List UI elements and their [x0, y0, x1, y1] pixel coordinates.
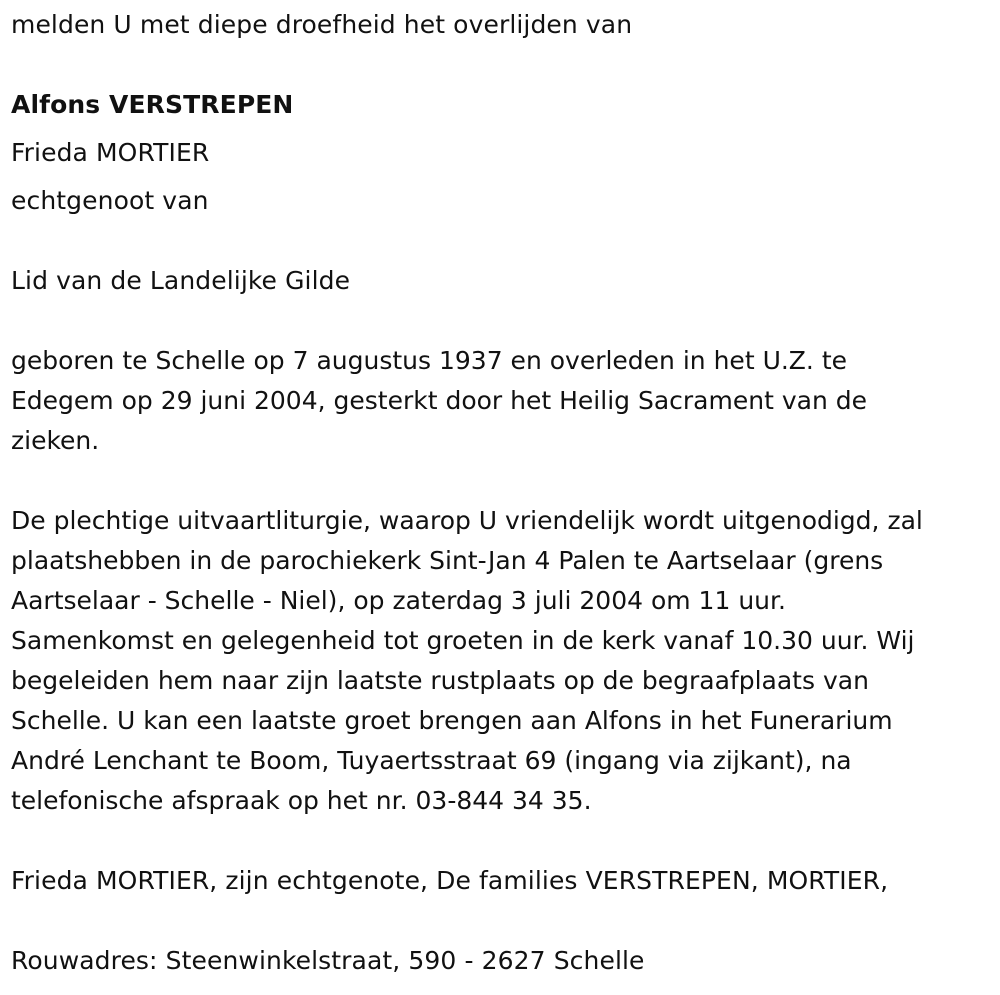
funeral-info-line: telefonische afspraak op het nr. 03-844 34 35.: [11, 786, 592, 815]
funeral-info-line: plaatshebben in de parochiekerk Sint-Jan 4 Palen te Aartselaar (grens: [11, 546, 884, 575]
funeral-info-line: begeleiden hem naar zijn laatste rustplaats op de begraafplaats van: [11, 666, 869, 695]
funeral-info-paragraph: [11, 501, 996, 821]
funeral-info-line: Samenkomst en gelegenheid tot groeten in de kerk vanaf 10.30 uur. Wij: [11, 626, 915, 655]
family-text: Frieda MORTIER, zijn echtgenote, De families VERSTREPEN, MORTIER,: [11, 866, 889, 895]
funeral-info-line: André Lenchant te Boom, Tuyaertsstraat 69 (ingang via zijkant), na: [11, 746, 852, 775]
birth-death-line: zieken.: [11, 426, 100, 455]
funeral-info-line: Schelle. U kan een laatste groet brengen aan Alfons in het Funerarium: [11, 706, 893, 735]
funeral-info-line: De plechtige uitvaartliturgie, waarop U vriendelijk wordt uitgenodigd, zal: [11, 506, 923, 535]
membership-text: Lid van de Landelijke Gilde: [11, 266, 351, 295]
deceased-name: Alfons VERSTREPEN: [11, 90, 294, 119]
birth-death-paragraph: [11, 341, 996, 461]
mourning-address: Rouwadres: Steenwinkelstraat, 590 - 2627 Schelle: [11, 946, 645, 975]
birth-death-line: geboren te Schelle op 7 augustus 1937 en overleden in het U.Z. te: [11, 346, 848, 375]
funeral-info-line: Aartselaar - Schelle - Niel), op zaterdag 3 juli 2004 om 11 uur.: [11, 586, 786, 615]
birth-death-line: Edegem op 29 juni 2004, gesterkt door het Heilig Sacrament van de: [11, 386, 867, 415]
spouse-name: Frieda MORTIER: [11, 138, 210, 167]
relation-text: echtgenoot van: [11, 186, 209, 215]
intro-text: melden U met diepe droefheid het overlijden van: [11, 10, 633, 39]
